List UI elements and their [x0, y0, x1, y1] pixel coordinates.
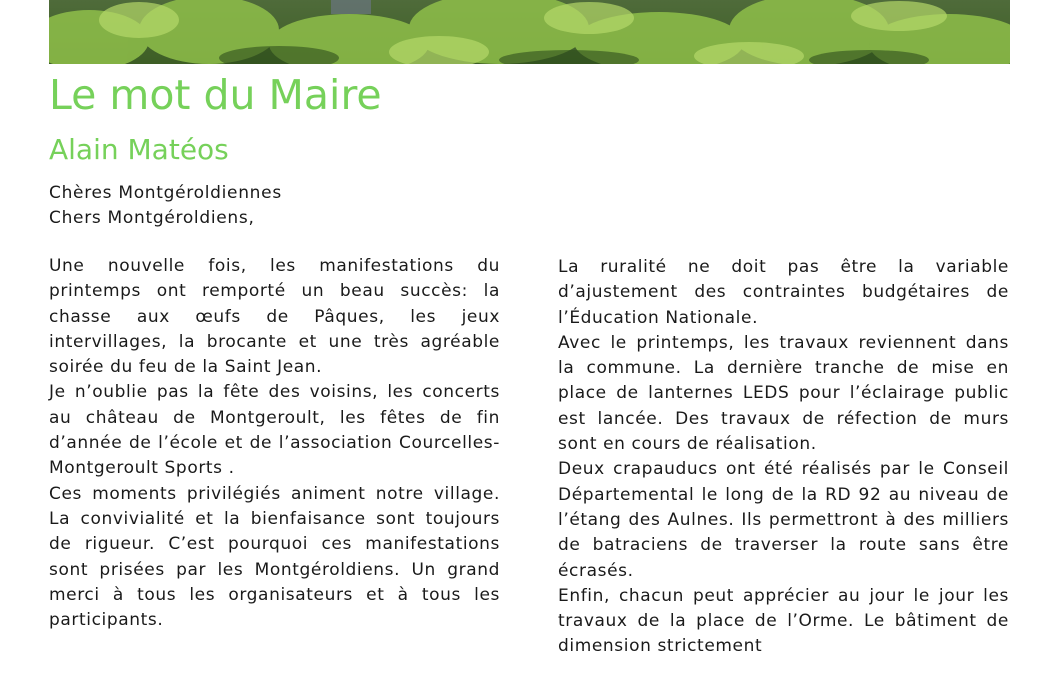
paragraph: Deux crapauducs ont été réalisés par le Conseil Départemental le long de la RD 92 au niveau de l’étang des Aulnes. Ils permettront à des milliers de batraciens de traverser la route sans être écrasés.	[558, 459, 1009, 581]
greeting-line: Chères Montgéroldiennes	[49, 183, 282, 203]
left-text-column	[49, 254, 500, 633]
greeting-line: Chers Montgéroldiens,	[49, 208, 255, 228]
paragraph: Enfin, chacun peut apprécier au jour le jour les travaux de la place de l’Orme. Le bâtiment de dimension strictement	[558, 585, 1009, 657]
author-name: Alain Matéos	[49, 133, 229, 166]
right-text-column	[558, 255, 1009, 660]
paragraph: Avec le printemps, les travaux reviennent dans la commune. La dernière tranche de mise en place de lanternes LEDS pour l’éclairage public est lancée. Des travaux de réfection de murs sont en cours de réalisation.	[558, 332, 1009, 455]
paragraph: Ces moments privilégiés animent notre village. La convivialité et la bienfaisance sont toujours de rigueur. C’est pourquoi ces manifestations sont prisées par les Montgéroldiens. Un grand merci à tous les organisateurs et à tous les participants.	[49, 483, 500, 631]
paragraph: La ruralité ne doit pas être la variable d’ajustement des contraintes budgétaires de l’Éducation Nationale.	[558, 257, 1009, 328]
page-title: Le mot du Maire	[49, 71, 382, 119]
paragraph: Je n’oublie pas la fête des voisins, les concerts au château de Montgeroult, les fêtes de fin d’année de l’école et de l’association Courcelles-Montgeroult Sports .	[49, 382, 500, 479]
header-landscape-photo	[49, 0, 1010, 64]
paragraph: Une nouvelle fois, les manifestations du printemps ont remporté un beau succès: la chasse aux œufs de Pâques, les jeux intervillages, la brocante et une très agréable soirée du feu de la Saint Jean.	[49, 256, 500, 378]
greeting	[49, 181, 549, 231]
